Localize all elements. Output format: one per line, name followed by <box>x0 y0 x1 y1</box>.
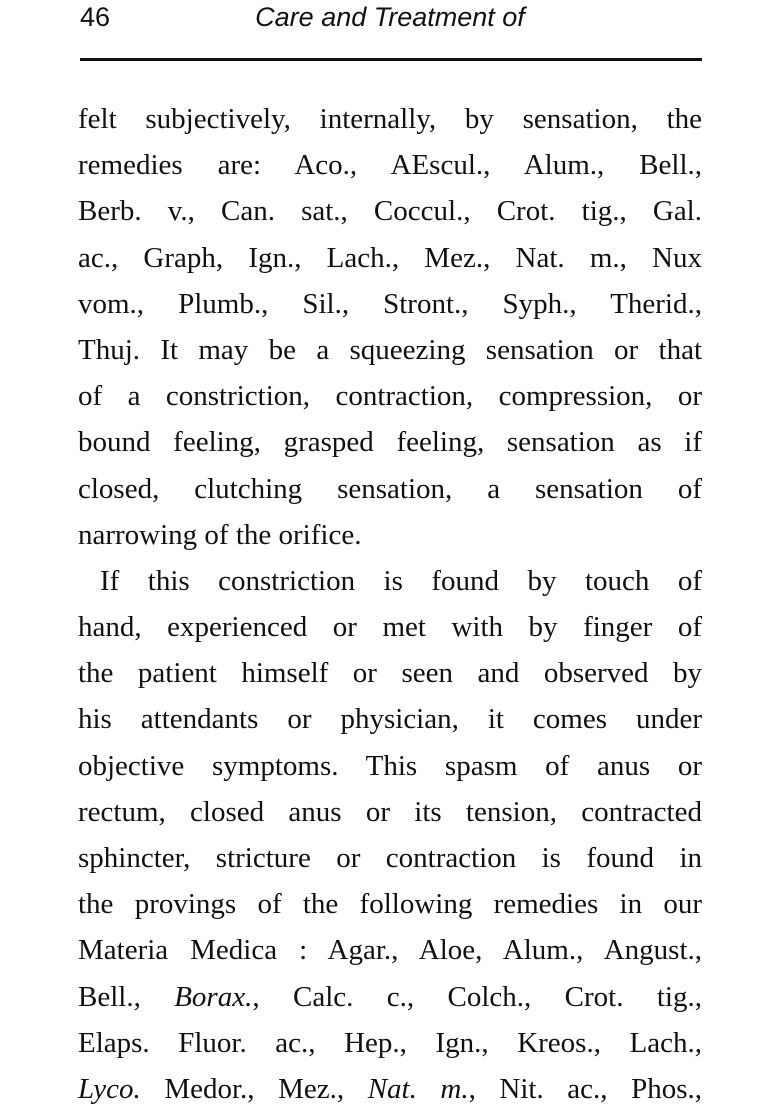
text-line: felt subjectively, internally, by sensation, the <box>78 103 702 135</box>
text-line: vom., Plumb., Sil., Stront., Syph., Therid., <box>78 287 702 320</box>
italic-remedy: Nat. m. <box>367 1072 469 1105</box>
text-line: Lyco. Medor., Mez., Nat. m., Nit. ac., Phos., <box>78 1072 703 1105</box>
text-line: sphincter, stricture or contraction is found in <box>78 842 702 874</box>
text-line: If this constriction is found by touch of <box>100 564 702 597</box>
text-line: Elaps. Fluor. ac., Hep., Ign., Kreos., Lach., <box>78 1026 702 1059</box>
text-line: Bell., Borax., Calc. c., Colch., Crot. tig., <box>78 980 702 1013</box>
text-line: closed, clutching sensation, a sensation of <box>78 472 702 505</box>
italic-remedy: Borax. <box>174 980 253 1013</box>
header-rule <box>80 58 702 61</box>
running-title: Care and Treatment of <box>255 2 525 32</box>
text-line: ac., Graph, Ign., Lach., Mez., Nat. m., Nux <box>78 241 702 274</box>
text-line: hand, experienced or met with by finger of <box>78 611 702 644</box>
text-line: the provings of the following remedies in our <box>78 888 702 921</box>
text-line: objective symptoms. This spasm of anus or <box>78 749 702 782</box>
text-line: of a constriction, contraction, compression, or <box>78 380 702 413</box>
text-line: the patient himself or seen and observed by <box>78 657 702 690</box>
text-line: bound feeling, grasped feeling, sensation as if <box>78 426 702 459</box>
text-line: Thuj. It may be a squeezing sensation or that <box>78 333 702 366</box>
text-line: his attendants or physician, it comes under <box>78 703 702 736</box>
text-line: rectum, closed anus or its tension, contracted <box>78 795 702 828</box>
text-line: Berb. v., Can. sat., Coccul., Crot. tig., Gal. <box>78 195 702 228</box>
italic-remedy: Lyco. <box>78 1072 141 1105</box>
page-number: 46 <box>80 2 111 32</box>
text-line: narrowing of the orifice. <box>78 518 362 551</box>
text-line: Materia Medica : Agar., Aloe, Alum., Angust., <box>78 934 702 967</box>
page-body <box>78 96 702 1112</box>
text-line: remedies are: Aco., AEscul., Alum., Bell., <box>78 149 702 182</box>
